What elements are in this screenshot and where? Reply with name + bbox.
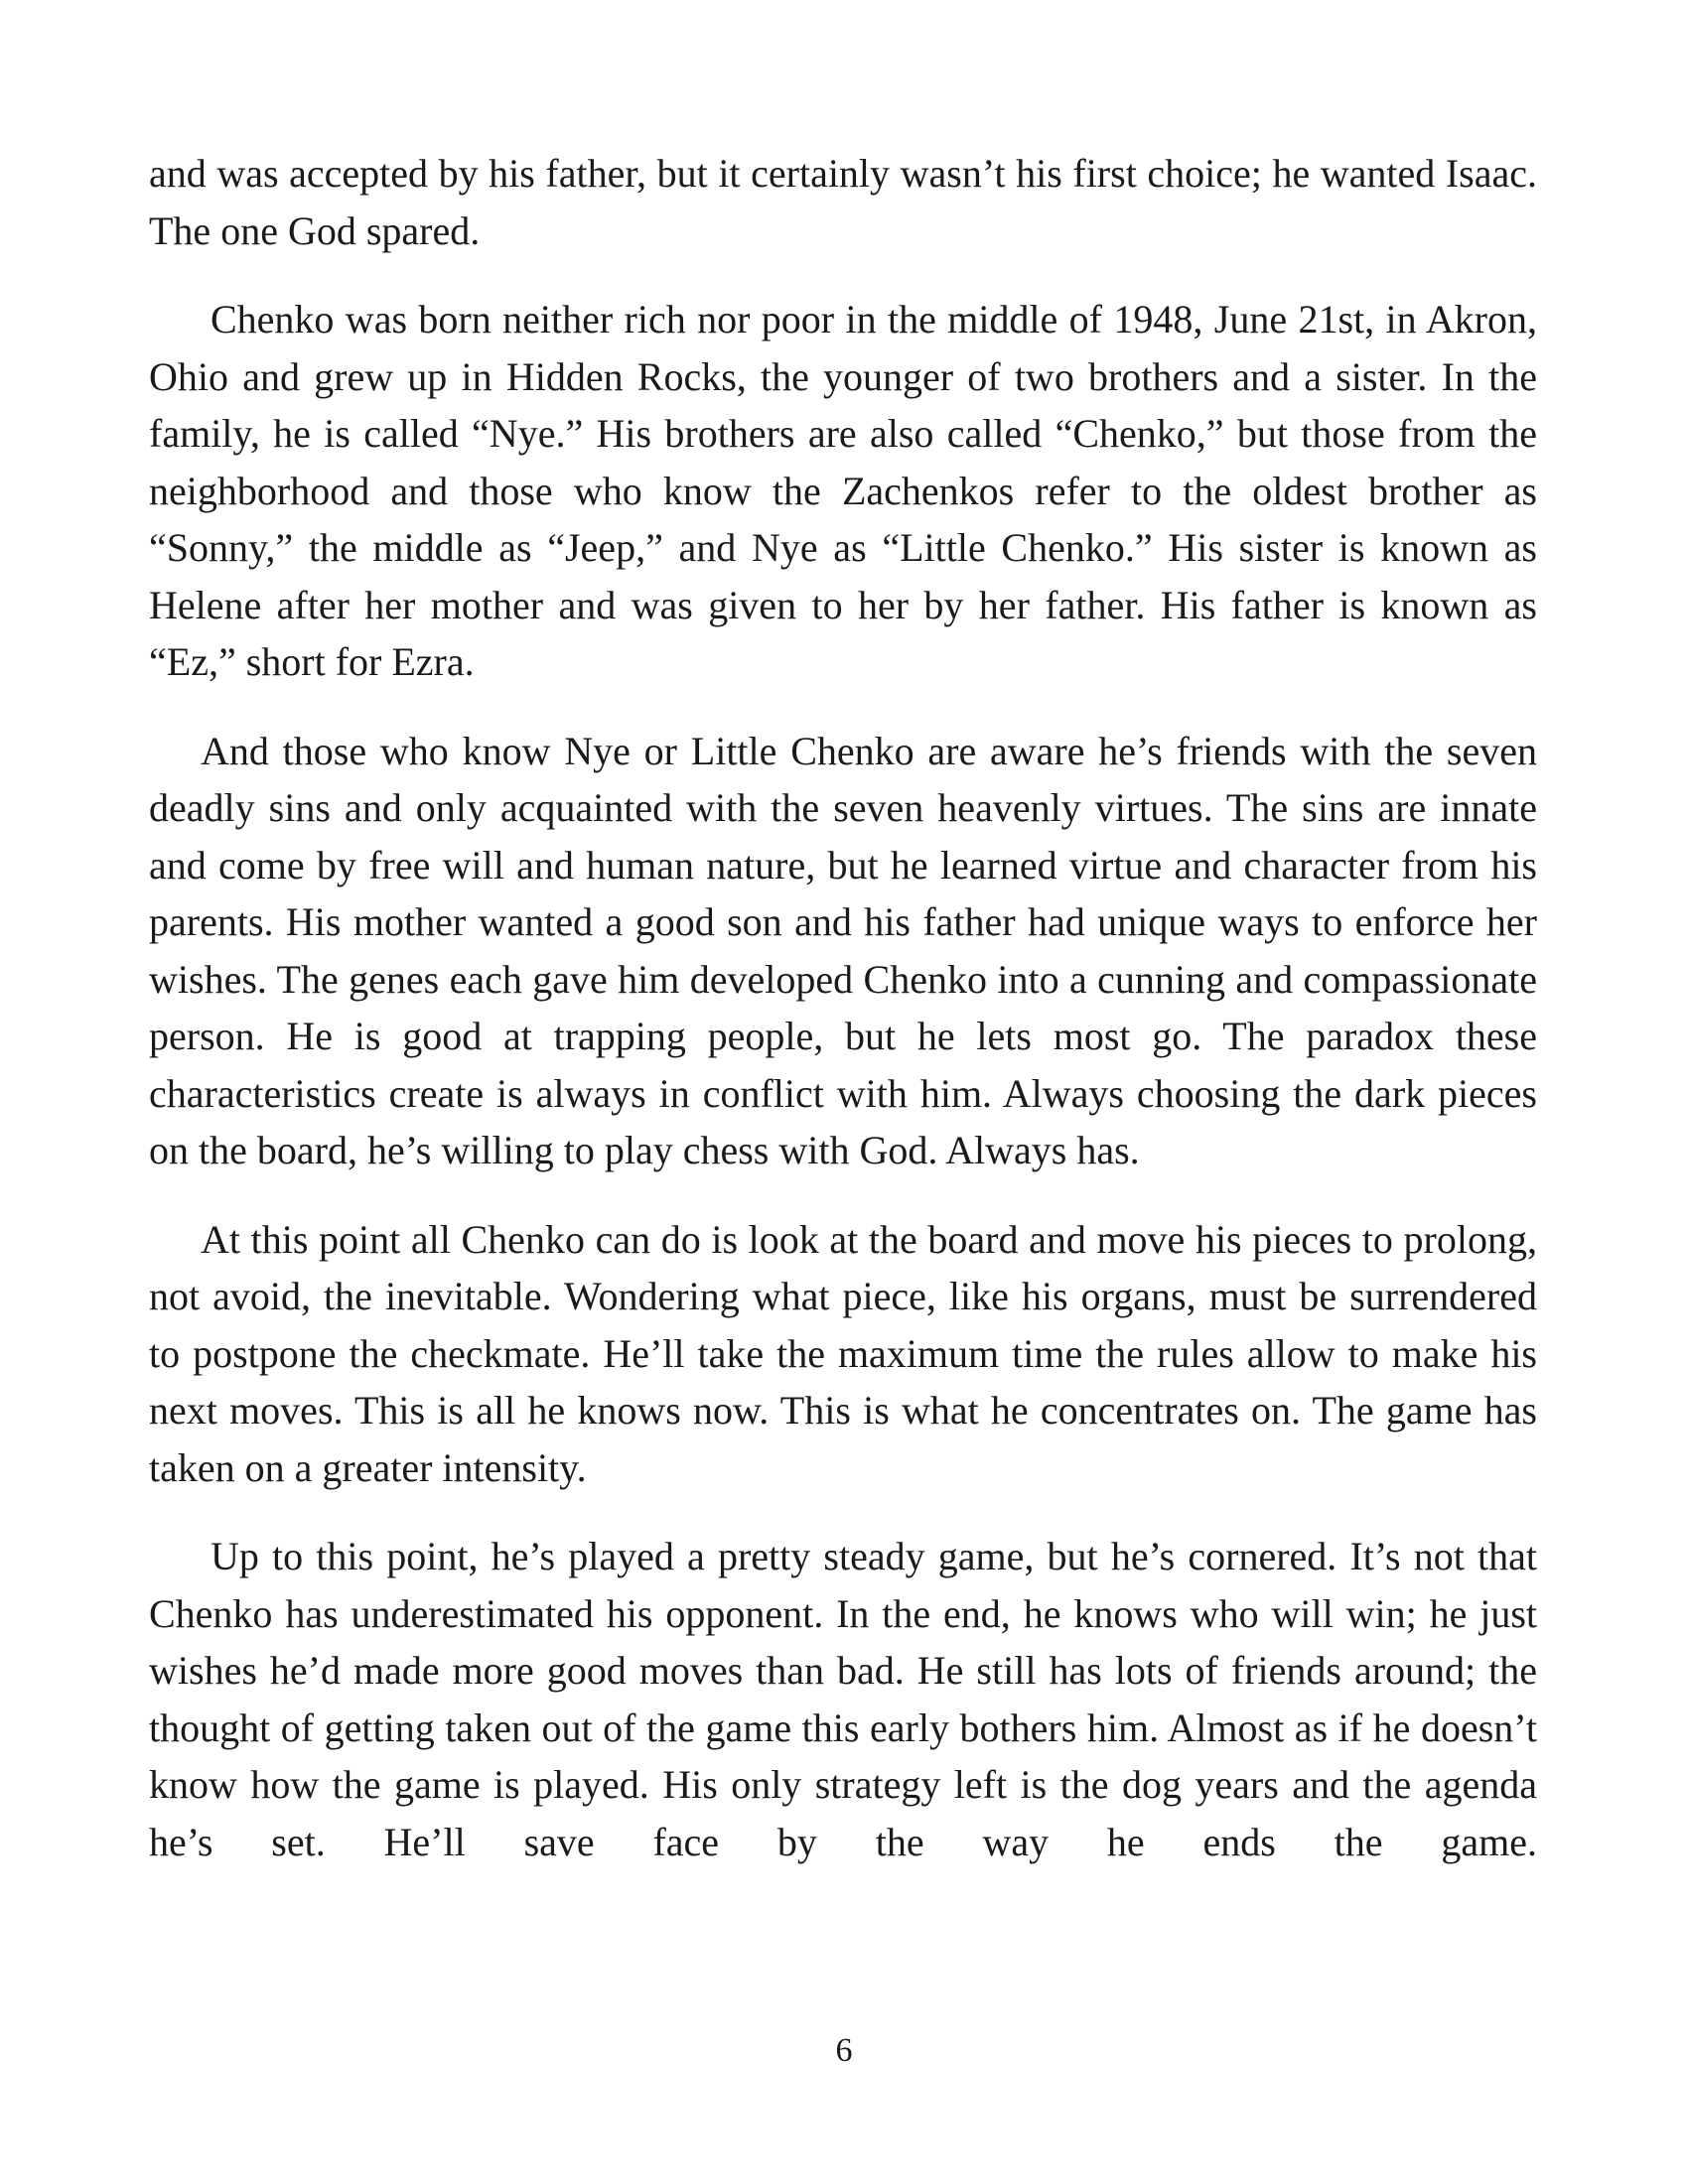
paragraph-3: And those who know Nye or Little Chenko are aware he’s friends with the seven deadly sins and only acquainted with the seven heavenly virtues. The sins are innate and come by free will and human nature, but he learned virtue and character from his parents. His mother wanted a good son and his father had unique ways to enforce her wishes. The genes each gave him developed Chenko into a cunning and compassionate person. He is good at trapping people, but he lets most go. The paradox these characteristics create is always in conflict with him. Always choosing the dark pieces on the board, he’s willing to play chess with God. Always has. (149, 728, 1537, 1172)
paragraph-1: and was accepted by his father, but it certainly wasn’t his first choice; he wanted Isaac. The one God spared. (149, 151, 1537, 253)
body-text (149, 145, 1537, 1902)
paragraph-4: At this point all Chenko can do is look at the board and move his pieces to prolong, not avoid, the inevitable. Wondering what piece, like his organs, must be surrendered to postpone the checkmate. He’ll take the maximum time the rules allow to make his next moves. This is all he knows now. This is what he concentrates on. The game has taken on a greater intensity. (149, 1216, 1537, 1490)
paragraph-2: Chenko was born neither rich nor poor in the middle of 1948, June 21st, in Akron, Ohio and grew up in Hidden Rocks, the younger of two brothers and a sister. In the family, he is called “Nye.” His brothers are also called “Chenko,” but those from the neighborhood and those who know the Zachenkos refer to the oldest brother as “Sonny,” the middle as “Jeep,” and Nye as “Little Chenko.” His sister is known as Helene after her mother and was given to her by her father. His father is known as “Ez,” short for Ezra. (149, 297, 1537, 684)
paragraph-5: Up to this point, he’s played a pretty steady game, but he’s cornered. It’s not that Chenko has underestimated his opponent. In the end, he knows who will win; he just wishes he’d made more good moves than bad. He still has lots of friends around; the thought of getting taken out of the game this early bothers him. Almost as if he doesn’t know how the game is played. His only strategy left is the dog years and the agenda he’s set. He’ll save face by the way he ends the game. (149, 1534, 1537, 1864)
page-number: 6 (835, 2032, 853, 2069)
